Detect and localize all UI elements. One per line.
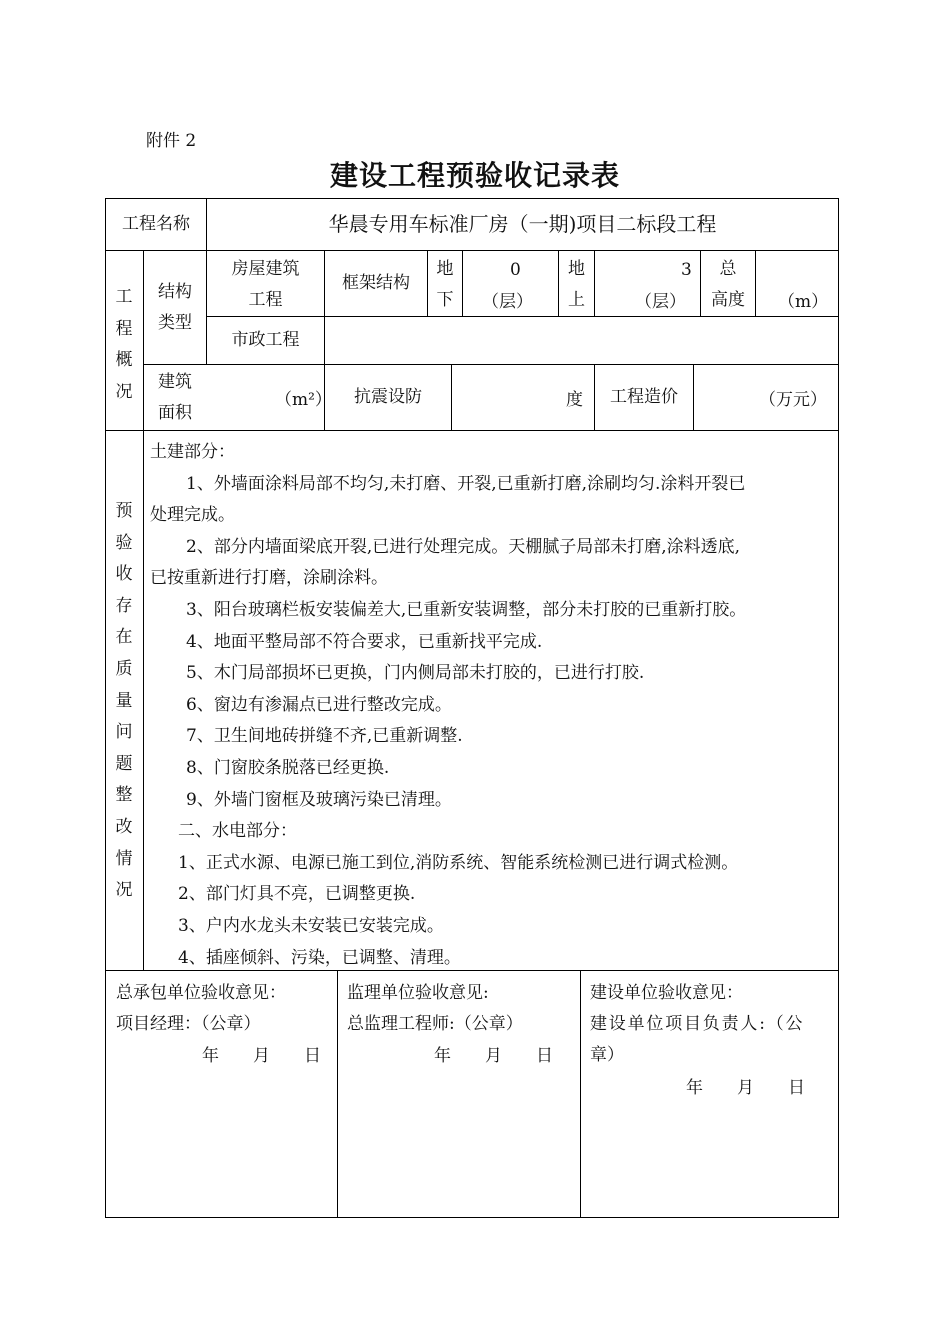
list-item: 4、地面平整局部不符合要求，已重新找平完成. bbox=[186, 631, 543, 652]
underground-label: 地 下 bbox=[436, 258, 454, 310]
contractor-signer: 项目经理：（公章） bbox=[116, 1014, 261, 1034]
attachment-label: 附件 2 bbox=[146, 131, 197, 151]
overview-label: 工 程 概 况 bbox=[115, 287, 133, 402]
owner-opinion-title: 建设单位验收意见： bbox=[590, 983, 743, 1003]
list-item: 4、插座倾斜、污染，已调整、清理。 bbox=[178, 947, 461, 968]
seismic-unit: 度 bbox=[566, 390, 583, 410]
supervisor-date: 年 月 日 bbox=[434, 1046, 553, 1066]
list-item: 7、卫生间地砖拼缝不齐,已重新调整. bbox=[186, 726, 463, 747]
building-area-label: 建筑 面积 bbox=[158, 371, 192, 423]
list-item: 2、部门灯具不亮，已调整更换. bbox=[178, 884, 416, 905]
owner-signer-cont: 章） bbox=[590, 1045, 624, 1065]
list-item: 处理完成。 bbox=[150, 505, 235, 526]
list-item: 8、门窗胶条脱落已经更换. bbox=[186, 757, 390, 778]
supervisor-opinion-title: 监理单位验收意见: bbox=[347, 983, 489, 1003]
project-cost-unit: （万元） bbox=[759, 390, 827, 410]
list-item: 6、窗边有渗漏点已进行整改完成。 bbox=[186, 694, 452, 715]
list-item: 3、户内水龙头未安装已安装完成。 bbox=[178, 915, 444, 936]
municipal-works-value bbox=[325, 317, 838, 364]
project-cost-label: 工程造价 bbox=[610, 387, 678, 407]
supervisor-signer: 总监理工程师:（公章） bbox=[347, 1014, 523, 1034]
list-item: 5、木门局部损坏已更换，门内侧局部未打胶的，已进行打胶. bbox=[186, 663, 645, 684]
owner-signer: 建设单位项目负责人:（公 bbox=[590, 1014, 805, 1034]
municipal-works-label: 市政工程 bbox=[231, 330, 300, 350]
list-item: 3、阳台玻璃栏板安装偏差大,已重新安装调整，部分未打胶的已重新打胶。 bbox=[186, 599, 747, 620]
list-item: 1、外墙面涂料局部不均匀,未打磨、开裂,已重新打磨,涂刷均匀.涂料开裂已 bbox=[186, 473, 746, 494]
list-item: 土建部分： bbox=[150, 442, 235, 462]
list-item: 1、正式水源、电源已施工到位,消防系统、智能系统检测已进行调式检测。 bbox=[178, 852, 739, 873]
page-title: 建设工程预验收记录表 bbox=[329, 159, 620, 192]
list-item: 已按重新进行打磨，涂刷涂料。 bbox=[150, 568, 388, 589]
contractor-date: 年 月 日 bbox=[202, 1046, 321, 1066]
underground-value: 0 bbox=[510, 260, 521, 280]
seismic-label: 抗震设防 bbox=[354, 387, 422, 407]
list-item: 二、水电部分： bbox=[178, 821, 297, 842]
issues-section-label: 预 验 收 存 在 质 量 问 题 整 改 情 况 bbox=[115, 501, 133, 901]
building-works-label: 房屋建筑 工程 bbox=[231, 258, 300, 310]
frame-structure: 框架结构 bbox=[342, 273, 410, 293]
project-name-value: 华晨专用车标准厂房（一期)项目二标段工程 bbox=[328, 212, 717, 236]
above-ground-label: 地 上 bbox=[568, 258, 585, 310]
list-item: 9、外墙门窗框及玻璃污染已清理。 bbox=[186, 789, 452, 810]
above-ground-value: 3 bbox=[681, 260, 692, 280]
building-area-unit: （m²） bbox=[275, 390, 332, 410]
structure-type-label: 结构 类型 bbox=[158, 281, 192, 333]
project-name-label: 工程名称 bbox=[122, 214, 190, 234]
list-item: 2、部分内墙面梁底开裂,已进行处理完成。天棚腻子局部未打磨,涂料透底, bbox=[186, 536, 741, 557]
total-height-unit: （m） bbox=[778, 292, 829, 312]
total-height-label: 总 高度 bbox=[711, 258, 745, 310]
underground-unit: （层） bbox=[482, 292, 533, 312]
issues-list bbox=[150, 437, 746, 974]
owner-date: 年 月 日 bbox=[686, 1078, 805, 1098]
contractor-opinion-title: 总承包单位验收意见： bbox=[116, 983, 286, 1003]
above-ground-unit: （层） bbox=[635, 292, 686, 312]
